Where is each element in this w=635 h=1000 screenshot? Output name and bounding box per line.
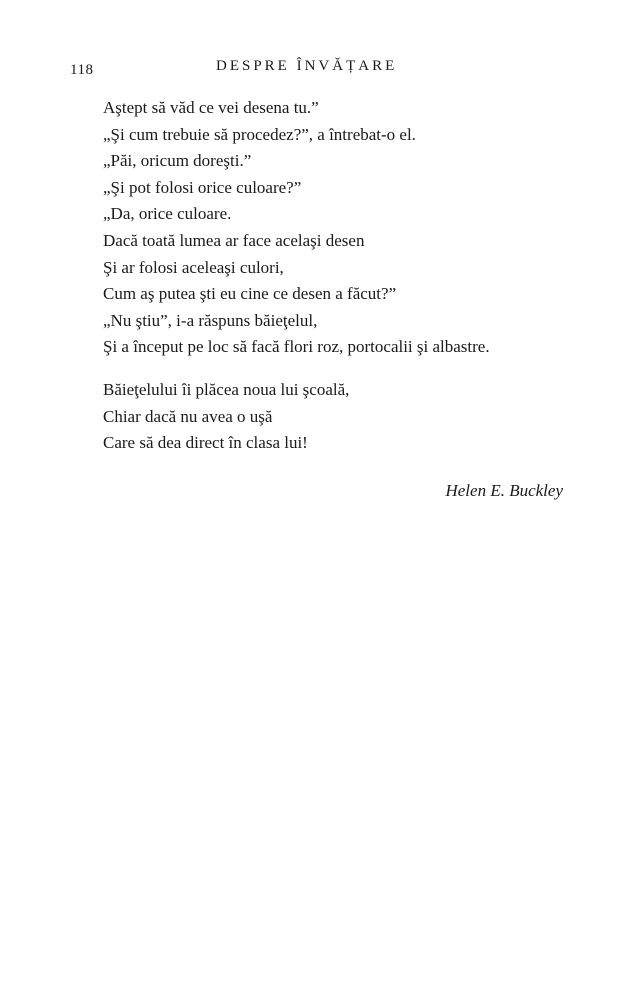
- poem-line: „Nu ştiu”, i-a răspuns băieţelul,: [103, 310, 318, 330]
- poem-stanza: [103, 95, 490, 361]
- poem-line: „Da, orice culoare.: [103, 204, 232, 224]
- poem-line: „Păi, oricum doreşti.”: [103, 151, 252, 171]
- poem-line: „Şi cum trebuie să procedez?”, a întrebat-o el.: [103, 124, 416, 144]
- poem-line: „Şi pot folosi orice culoare?”: [103, 177, 302, 197]
- poem-line: Aştept să văd ce vei desena tu.”: [103, 98, 319, 117]
- poem-line: Dacă toată lumea ar face acelaşi desen: [103, 230, 365, 250]
- running-title: DESPRE ÎNVĂȚARE: [216, 58, 398, 74]
- poem-stanza: [103, 377, 349, 457]
- page-number: 118: [70, 62, 94, 78]
- poem-line: Şi a început pe loc să facă flori roz, portocalii şi albastre.: [103, 337, 490, 357]
- author-signature: Helen E. Buckley: [445, 481, 563, 500]
- poem-line: Care să dea direct în clasa lui!: [103, 433, 308, 453]
- poem-line: Băieţelului îi plăcea noua lui şcoală,: [103, 380, 350, 399]
- poem-line: Chiar dacă nu avea o uşă: [103, 406, 273, 426]
- poem-line: Şi ar folosi aceleaşi culori,: [103, 257, 284, 277]
- poem-line: Cum aş putea şti eu cine ce desen a făcut?”: [103, 284, 397, 304]
